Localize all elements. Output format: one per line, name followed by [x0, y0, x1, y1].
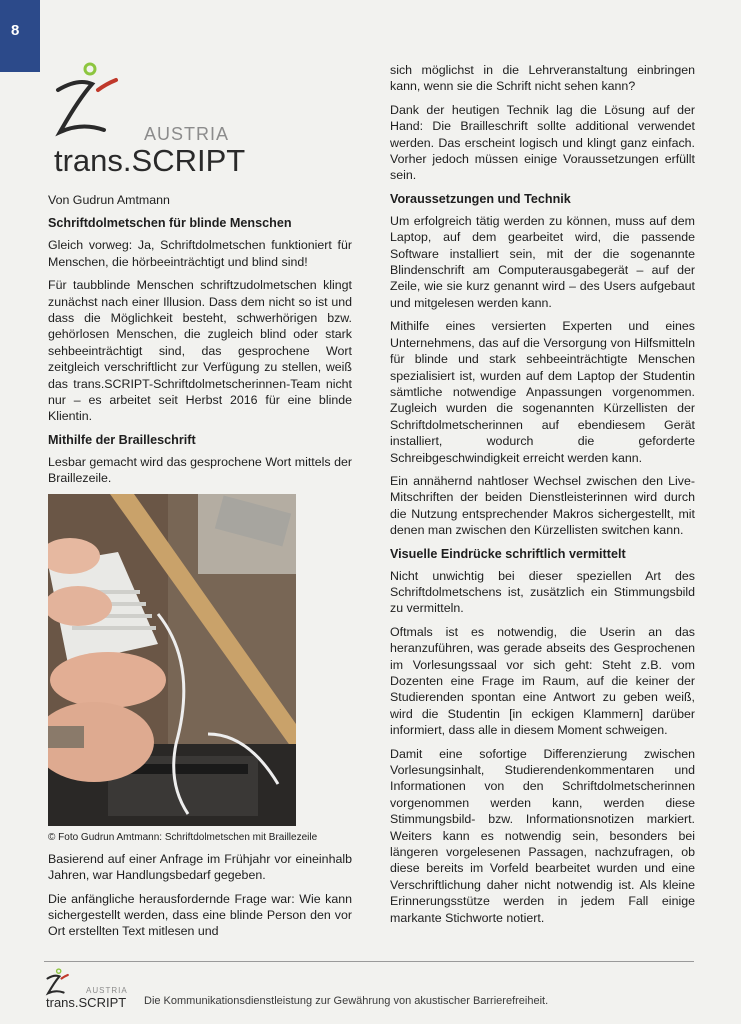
transscript-logo-icon	[48, 60, 128, 140]
heading-visual-impressions: Visuelle Eindrücke schriftlich vermittelt	[390, 546, 626, 561]
paragraph: Gleich vorweg: Ja, Schriftdolmetschen funktioniert für Menschen, die hörbeeinträchtigt und blind sind!	[48, 238, 352, 269]
paragraph: Lesbar gemacht wird das gesprochene Wort mittels der Braillezeile.	[48, 454, 352, 486]
footer-logo-icon	[44, 968, 72, 996]
logo-austria-text: AUSTRIA	[144, 124, 230, 144]
transscript-logo	[48, 60, 258, 185]
paragraph: Um erfolgreich tätig werden zu können, muss auf dem Laptop, auf dem gearbeitet wird, die passende Software installiert sein, mit der die sogenannte Blindenschrift am Computerausgabegerät – auf der Zeile, wie sie kurz genannt wird – des Users aufgebaut und mitgelesen werden kann.	[390, 213, 695, 310]
paragraph: Damit eine sofortige Differenzierung zwischen Vorlesungsinhalt, Studierendenkommentaren und Informationen von den Schriftdolmetscherinnen vorgenommen werden kann, werden diese Stimmungsbild- bzw. Informationsnotizen markiert. Weiters kann es notwendig sein, besonders bei längeren vorgelesenen Passagen, nachzufragen, ob diese bereits im Vorfeld bearbeitet wurden und eine Verschriftlichung daher nicht notwendig ist. Als kleine Erinnerungsstütze werden in jedem Fall einige markante Stichworte notiert.	[390, 746, 695, 925]
heading-braille: Mithilfe der Brailleschrift	[48, 432, 196, 447]
footer-brand-text: trans.SCRIPT	[46, 995, 127, 1010]
footer-tagline: Die Kommunikationsdienstleistung zur Gewährung von akustischer Barrierefreiheit.	[144, 995, 549, 1007]
paragraph: Ein annähernd nahtloser Wechsel zwischen den Live-Mitschriften der beiden Dienstleisterinnen wird durch die Nutzung entsprechender Makros sichergestellt, mit denen man zwischen den Kürzellisten switchen kann.	[390, 473, 695, 538]
page-number: 8	[0, 0, 40, 72]
paragraph: Basierend auf einer Anfrage im Frühjahr vor eineinhalb Jahren, war Handlungsbedarf gegeben.	[48, 851, 352, 883]
footer-logo	[44, 968, 134, 1010]
heading-blind-people: Schriftdolmetschen für blinde Menschen	[48, 216, 292, 231]
braille-photo	[48, 494, 296, 826]
heading-requirements: Voraussetzungen und Technik	[390, 191, 571, 206]
paragraph: sich möglichst in die Lehrveranstaltung einbringen kann, wenn sie die Schrift nicht sehen kann?	[390, 63, 695, 94]
left-column	[48, 192, 352, 947]
paragraph: Mithilfe eines versierten Experten und eines Unternehmens, das auf die Versorgung von Hilfsmitteln für blinde und stark sehbeeinträchtigte Menschen spezialisiert ist, wurden auf dem Laptop der Studentin sämtliche notwendige Anpassungen vorgenommen. Zugleich wurden die sogenannten Kürzellisten der Schriftdolmetscherinnen auf ebendiesem Gerät installiert, wodurch die geforderte Schreibgeschwindigkeit erreicht werden kann.	[390, 319, 695, 465]
paragraph: Die anfängliche herausfordernde Frage war: Wie kann sichergestellt werden, dass eine blinde Person den vor Ort erstellten Text mitlesen und	[48, 891, 352, 939]
paragraph: Nicht unwichtig bei dieser speziellen Art des Schriftdolmetschens ist, zusätzlich ein Stimmungsbild zu vermitteln.	[390, 568, 695, 616]
footer-austria-text: AUSTRIA	[86, 986, 128, 995]
byline: Von Gudrun Amtmann	[48, 193, 170, 207]
right-column	[390, 62, 695, 933]
paragraph: Dank der heutigen Technik lag die Lösung auf der Hand: Die Brailleschrift sollte additional verwendet werden. Das erscheint logisch und klingt ganz einfach. Vorher jedoch müssen einige Voraussetzungen erfüllt sein.	[390, 102, 695, 183]
footer-divider	[44, 961, 694, 962]
paragraph: Für taubblinde Menschen schriftzudolmetschen klingt zunächst nach einer Illusion. Dass dem nicht so ist und dass die Möglichkeit besteht, schwerhörigen bzw. gehörlosen Menschen, die zugleich blind oder stark sehbeeinträchtigt sind, das gesprochene Wort zeitgleich verschriftlicht zur Verfügung zu stellen, weiß das trans.SCRIPT-Schriftdolmetscherinnen-Team nicht nur – es arbeitet seit Herbst 2016 für eine blinde Klientin.	[48, 278, 352, 424]
logo-brand-text: trans.SCRIPT	[54, 143, 246, 178]
photo-caption: © Foto Gudrun Amtmann: Schriftdolmetschen mit Braillezeile	[48, 831, 318, 843]
paragraph: Oftmals ist es notwendig, die Userin an das heranzuführen, was gerade abseits des Gesprochenen im Vorlesungssaal vor sich geht: Steht z.B. vom Dozenten eine Frage im Raum, auf die keiner der Studierenden spontan eine Antwort zu geben weiß, wird die Studentin [in eckigen Klammern] darüber informiert, dass alle in diesem Moment schweigen.	[390, 624, 695, 738]
